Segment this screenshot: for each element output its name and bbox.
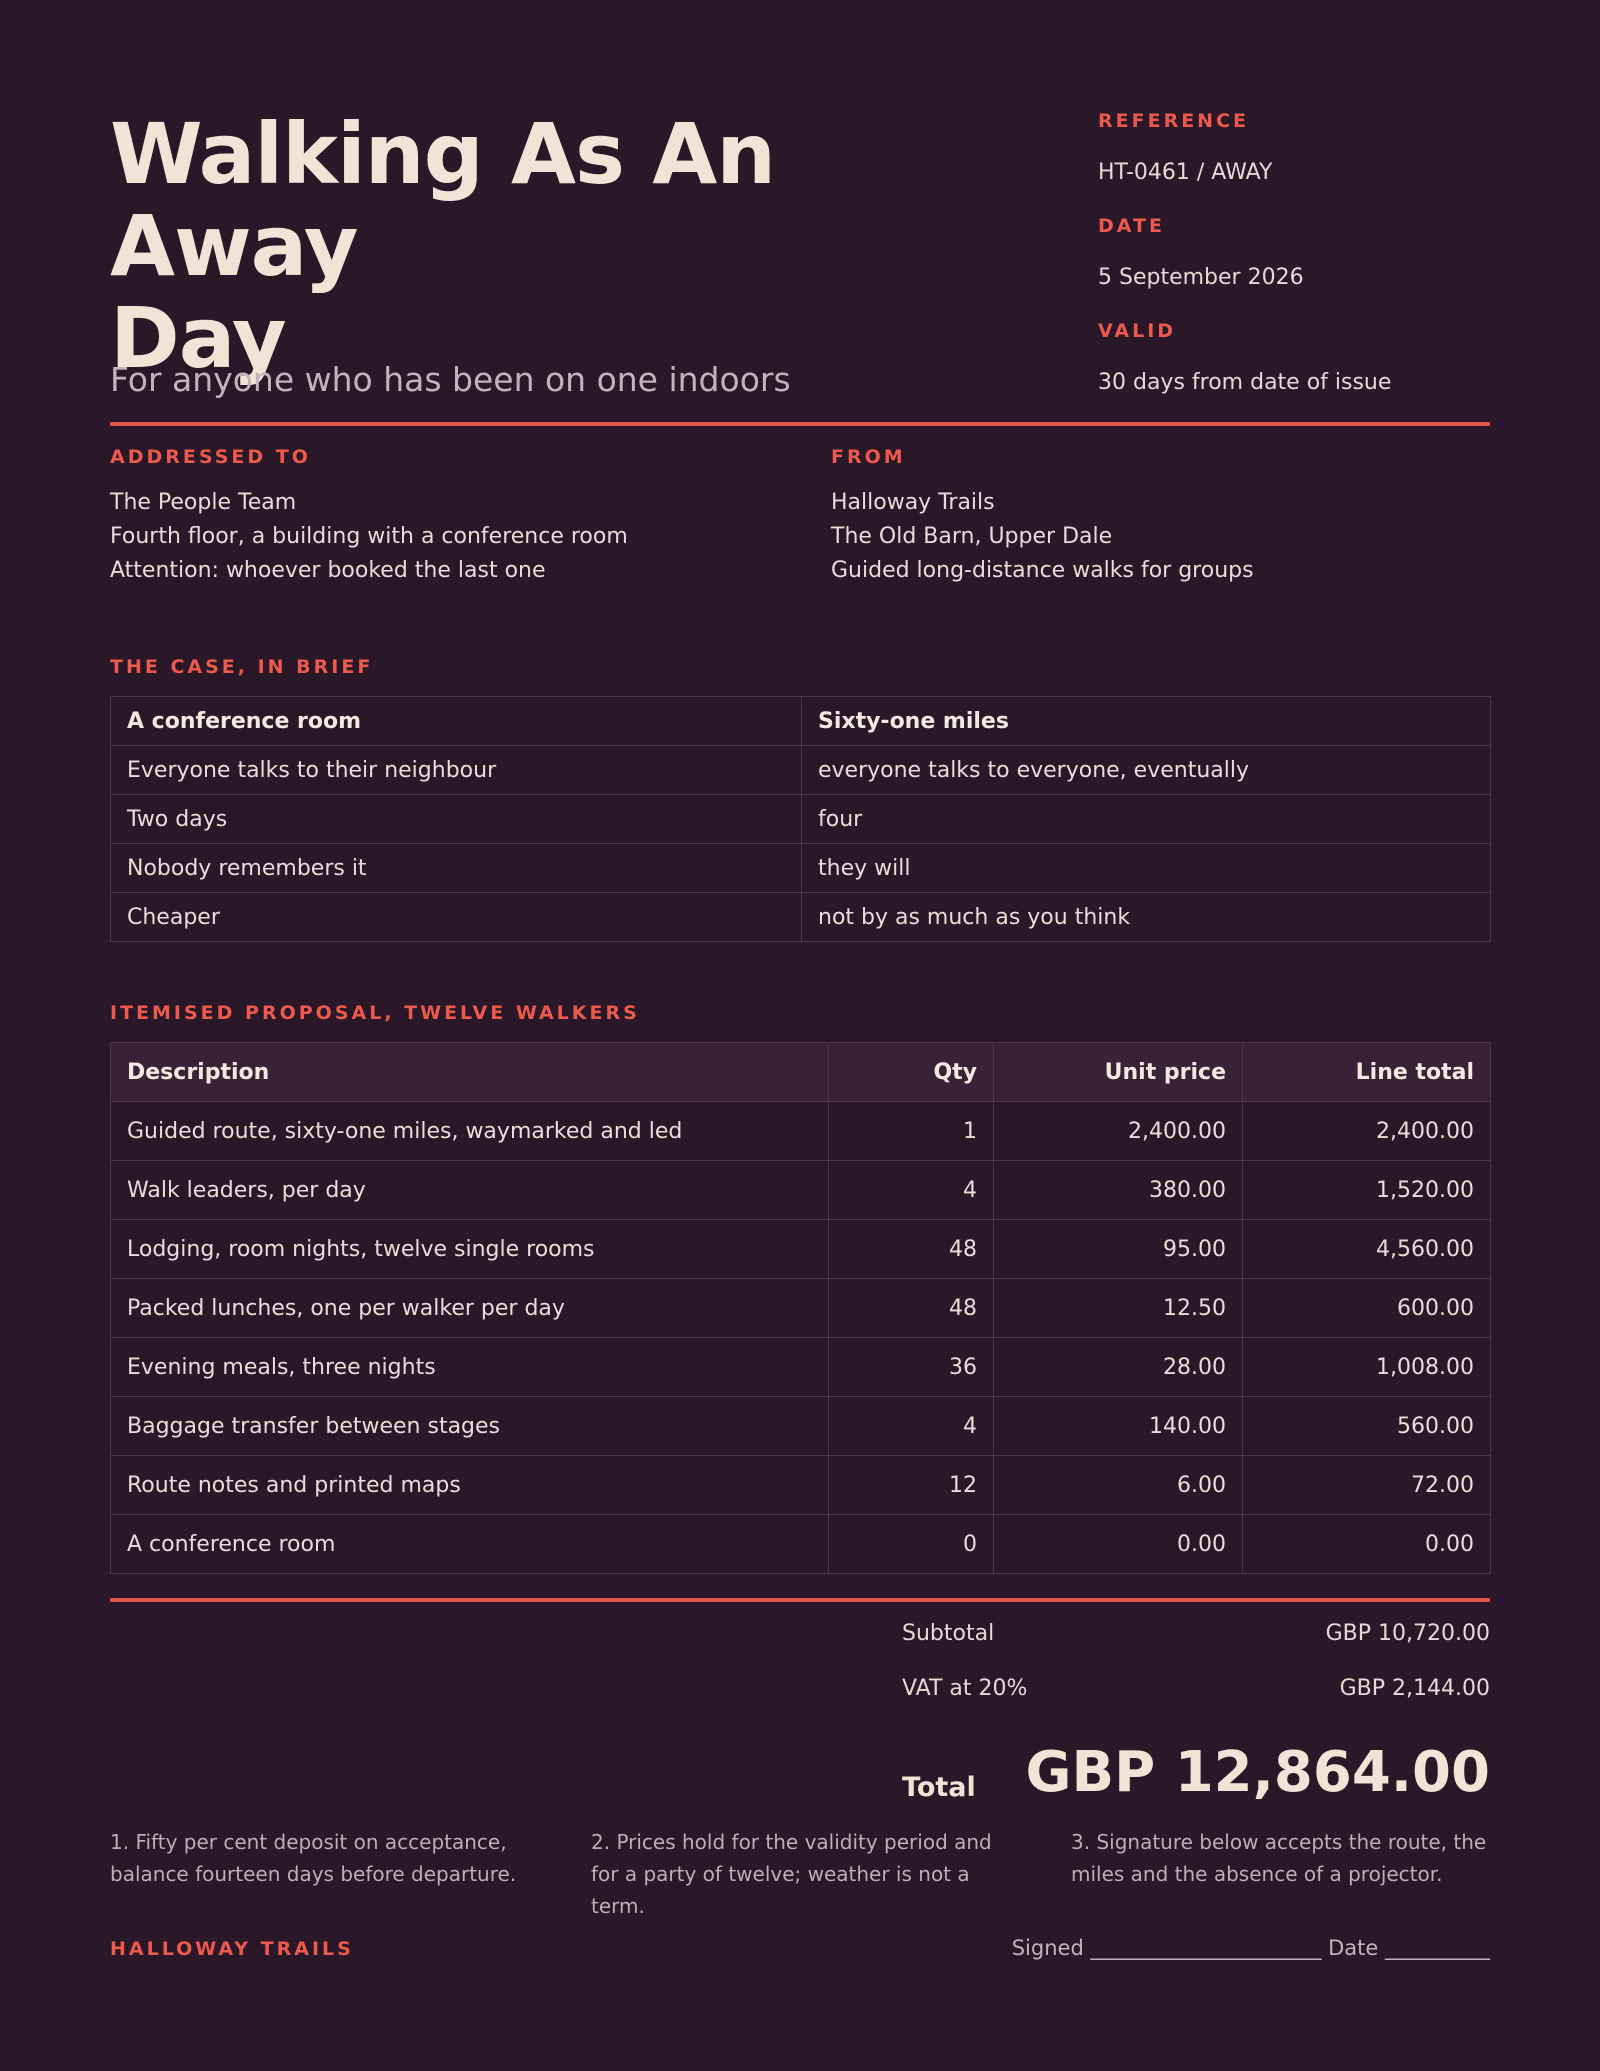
date-label: DATE — [1098, 215, 1165, 237]
title-line-1: Walking As An Away — [110, 105, 776, 295]
from-line: Halloway Trails — [831, 490, 995, 515]
table-cell: 12 — [829, 1456, 994, 1515]
page-subtitle: For anyone who has been on one indoors — [110, 360, 791, 399]
table-header-row — [111, 697, 1491, 746]
table-cell: 560.00 — [1243, 1397, 1491, 1456]
table-row — [111, 795, 1491, 844]
table-cell: Walk leaders, per day — [111, 1161, 829, 1220]
table-cell: 6.00 — [994, 1456, 1243, 1515]
table-cell: 72.00 — [1243, 1456, 1491, 1515]
table-cell: 48 — [829, 1220, 994, 1279]
table-cell: 0 — [829, 1515, 994, 1574]
table-cell: 140.00 — [994, 1397, 1243, 1456]
totals-divider — [110, 1598, 1490, 1602]
from-line: The Old Barn, Upper Dale — [831, 524, 1113, 549]
table-row — [111, 1515, 1491, 1574]
valid-label: VALID — [1098, 320, 1177, 342]
table-cell: 12.50 — [994, 1279, 1243, 1338]
from-block — [831, 446, 1471, 588]
table-row — [111, 1102, 1491, 1161]
column-header: Unit price — [994, 1043, 1243, 1102]
table-cell: everyone talks to everyone, eventually — [802, 746, 1491, 795]
table-cell: 1 — [829, 1102, 994, 1161]
reference-value: HT-0461 / AWAY — [1098, 160, 1273, 185]
addressed-to-line: The People Team — [110, 490, 297, 515]
column-header: A conference room — [111, 697, 802, 746]
table-cell: Guided route, sixty-one miles, waymarked and led — [111, 1102, 829, 1161]
table-row — [111, 1279, 1491, 1338]
signature-line: Signed ______________________ Date __________ — [1011, 1936, 1490, 1960]
brief-section-label: THE CASE, IN BRIEF — [110, 656, 374, 678]
table-cell: 0.00 — [994, 1515, 1243, 1574]
table-row — [111, 1397, 1491, 1456]
from-label: FROM — [831, 446, 906, 468]
table-cell: Evening meals, three nights — [111, 1338, 829, 1397]
date-value: 5 September 2026 — [1098, 265, 1304, 290]
table-cell: Nobody remembers it — [111, 844, 802, 893]
document-meta — [1098, 110, 1490, 425]
addressed-to-block — [110, 446, 750, 588]
table-cell: Everyone talks to their neighbour — [111, 746, 802, 795]
vat-label: VAT at 20% — [902, 1676, 1028, 1701]
table-cell: 4 — [829, 1161, 994, 1220]
table-row — [111, 1220, 1491, 1279]
table-cell: 0.00 — [1243, 1515, 1491, 1574]
table-cell: 600.00 — [1243, 1279, 1491, 1338]
reference-label: REFERENCE — [1098, 110, 1250, 132]
total-label: Total — [902, 1772, 976, 1803]
table-cell: Lodging, room nights, twelve single rooms — [111, 1220, 829, 1279]
note-item: 1. Fifty per cent deposit on acceptance, balance fourteen days before departure. — [110, 1830, 517, 1886]
table-cell: 28.00 — [994, 1338, 1243, 1397]
note-item: 2. Prices hold for the validity period and for a party of twelve; weather is not a term. — [591, 1830, 992, 1918]
table-cell: 48 — [829, 1279, 994, 1338]
table-cell: 2,400.00 — [994, 1102, 1243, 1161]
table-cell: 380.00 — [994, 1161, 1243, 1220]
table-cell: Cheaper — [111, 893, 802, 942]
table-cell: not by as much as you think — [802, 893, 1491, 942]
from-line: Guided long-distance walks for groups — [831, 558, 1254, 583]
table-cell: they will — [802, 844, 1491, 893]
page-title — [110, 105, 1010, 387]
column-header: Qty — [829, 1043, 994, 1102]
column-header: Sixty-one miles — [802, 697, 1491, 746]
table-cell: Route notes and printed maps — [111, 1456, 829, 1515]
subtotal-label: Subtotal — [902, 1621, 995, 1646]
total-value: GBP 12,864.00 — [1025, 1740, 1490, 1805]
table-cell: 4,560.00 — [1243, 1220, 1491, 1279]
note-item: 3. Signature below accepts the route, the miles and the absence of a projector. — [1071, 1830, 1487, 1886]
table-cell: Two days — [111, 795, 802, 844]
column-header: Line total — [1243, 1043, 1491, 1102]
table-row — [111, 893, 1491, 942]
table-cell: 4 — [829, 1397, 994, 1456]
brief-table — [110, 696, 1491, 942]
table-cell: 95.00 — [994, 1220, 1243, 1279]
table-header-row — [111, 1043, 1491, 1102]
addressed-to-line: Fourth floor, a building with a conference room — [110, 524, 628, 549]
table-cell: 1,520.00 — [1243, 1161, 1491, 1220]
table-cell: 1,008.00 — [1243, 1338, 1491, 1397]
title-line-2: Day — [110, 289, 286, 387]
vat-value: GBP 2,144.00 — [1339, 1676, 1490, 1701]
table-row — [111, 1161, 1491, 1220]
table-row — [111, 746, 1491, 795]
header-divider — [110, 422, 1490, 426]
subtotal-value: GBP 10,720.00 — [1325, 1621, 1490, 1646]
table-cell: four — [802, 795, 1491, 844]
proposal-table — [110, 1042, 1491, 1574]
footer-brand: HALLOWAY TRAILS — [110, 1938, 354, 1960]
table-cell: Packed lunches, one per walker per day — [111, 1279, 829, 1338]
table-row — [111, 844, 1491, 893]
table-cell: 2,400.00 — [1243, 1102, 1491, 1161]
column-header: Description — [111, 1043, 829, 1102]
addressed-to-label: ADDRESSED TO — [110, 446, 311, 468]
valid-value: 30 days from date of issue — [1098, 370, 1392, 395]
proposal-section-label: ITEMISED PROPOSAL, TWELVE WALKERS — [110, 1002, 640, 1024]
table-cell: Baggage transfer between stages — [111, 1397, 829, 1456]
table-cell: A conference room — [111, 1515, 829, 1574]
table-row — [111, 1338, 1491, 1397]
table-cell: 36 — [829, 1338, 994, 1397]
addressed-to-line: Attention: whoever booked the last one — [110, 558, 546, 583]
table-row — [111, 1456, 1491, 1515]
